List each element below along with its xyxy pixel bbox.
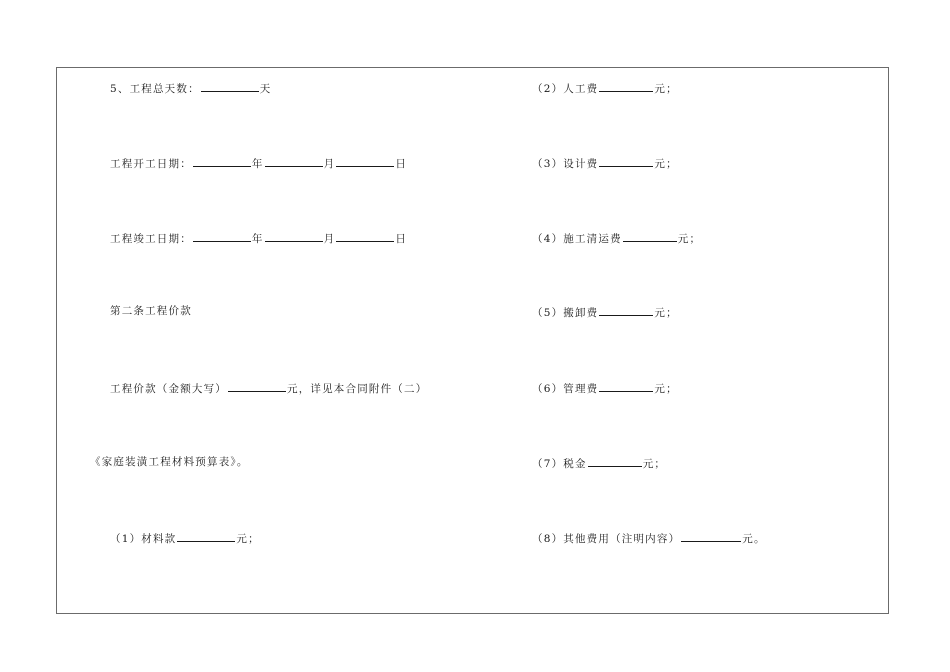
start-year-blank[interactable] bbox=[193, 155, 251, 167]
start-date-line bbox=[110, 155, 407, 171]
total-days-label: 5、工程总天数： bbox=[110, 83, 200, 95]
material-fee-label: （1）材料款 bbox=[110, 533, 177, 545]
end-year-blank[interactable] bbox=[193, 230, 251, 242]
design-fee-unit: 元； bbox=[654, 158, 678, 170]
end-date-label: 工程竣工日期： bbox=[110, 233, 192, 245]
end-month-blank[interactable] bbox=[265, 230, 323, 242]
cleanup-fee-blank[interactable] bbox=[623, 230, 677, 242]
price-label: 工程价款（金额大写） bbox=[110, 383, 227, 395]
tax-line bbox=[532, 455, 666, 471]
design-fee-line bbox=[532, 155, 678, 171]
other-fees-label: （8）其他费用（注明内容） bbox=[532, 533, 681, 545]
labor-fee-line bbox=[532, 80, 678, 96]
article-two-heading: 第二条工程价款 bbox=[110, 305, 192, 317]
labor-fee-label: （2）人工费 bbox=[532, 83, 599, 95]
start-month-unit: 月 bbox=[323, 158, 336, 170]
other-fees-blank[interactable] bbox=[681, 530, 741, 542]
management-fee-blank[interactable] bbox=[599, 380, 653, 392]
design-fee-blank[interactable] bbox=[599, 155, 653, 167]
tax-blank[interactable] bbox=[588, 455, 642, 467]
price-amount-blank[interactable] bbox=[228, 380, 286, 392]
material-fee-blank[interactable] bbox=[177, 530, 235, 542]
total-days-blank[interactable] bbox=[201, 80, 259, 92]
cleanup-fee-unit: 元； bbox=[677, 233, 702, 245]
design-fee-label: （3）设计费 bbox=[532, 158, 599, 170]
tax-unit: 元； bbox=[642, 458, 667, 470]
other-fees-unit: 元。 bbox=[742, 533, 766, 545]
price-suffix: 元，详见本合同附件（二） bbox=[287, 383, 428, 395]
end-day-unit: 日 bbox=[395, 233, 408, 245]
handling-fee-label: （5）搬卸费 bbox=[532, 307, 599, 319]
labor-fee-unit: 元； bbox=[654, 83, 678, 95]
management-fee-unit: 元； bbox=[654, 383, 678, 395]
tax-label: （7）税金 bbox=[532, 458, 587, 470]
handling-fee-unit: 元； bbox=[654, 307, 678, 319]
budget-table-reference: 《家庭装潢工程材料预算表》。 bbox=[90, 456, 249, 468]
handling-fee-line bbox=[532, 304, 678, 320]
management-fee-label: （6）管理费 bbox=[532, 383, 599, 395]
end-date-line bbox=[110, 230, 407, 246]
handling-fee-blank[interactable] bbox=[599, 304, 653, 316]
start-day-blank[interactable] bbox=[336, 155, 394, 167]
total-days-line bbox=[110, 80, 271, 96]
start-day-unit: 日 bbox=[395, 158, 408, 170]
price-line bbox=[110, 380, 427, 396]
start-date-label: 工程开工日期： bbox=[110, 158, 192, 170]
end-month-unit: 月 bbox=[323, 233, 336, 245]
end-year-unit: 年 bbox=[251, 233, 264, 245]
material-fee-unit: 元； bbox=[236, 533, 260, 545]
total-days-unit: 天 bbox=[259, 83, 272, 95]
labor-fee-blank[interactable] bbox=[599, 80, 653, 92]
other-fees-line bbox=[532, 530, 766, 546]
management-fee-line bbox=[532, 380, 678, 396]
start-month-blank[interactable] bbox=[265, 155, 323, 167]
start-year-unit: 年 bbox=[251, 158, 264, 170]
cleanup-fee-label: （4）施工清运费 bbox=[532, 233, 622, 245]
cleanup-fee-line bbox=[532, 230, 701, 246]
end-day-blank[interactable] bbox=[336, 230, 394, 242]
material-fee-line bbox=[110, 530, 260, 546]
